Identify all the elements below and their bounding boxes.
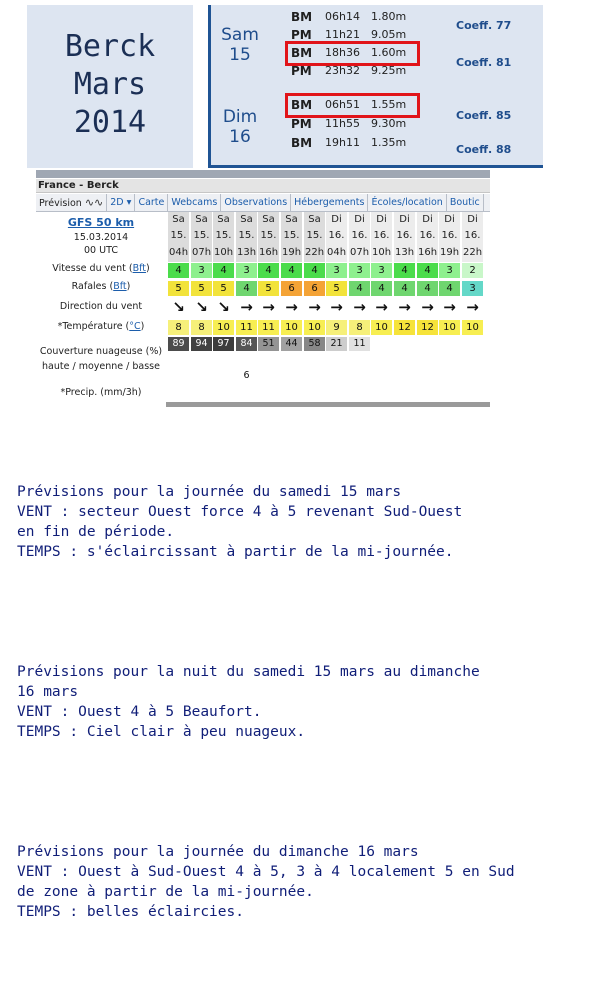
cloud-layers-label: haute / moyenne / basse xyxy=(42,361,160,372)
tide-time: 06h14 xyxy=(325,10,360,23)
hour-label: 22h xyxy=(304,247,325,258)
date-label: 16. xyxy=(419,230,436,241)
day-label: Di xyxy=(444,214,455,225)
tide-height: 1.35m xyxy=(371,136,407,149)
gust-cell: 4 xyxy=(439,281,460,296)
wind-speed-cell: 4 xyxy=(394,263,415,278)
wind-direction-arrow-icon: → xyxy=(421,298,434,316)
tab-label: Prévision xyxy=(39,198,82,209)
hour-label: 16h xyxy=(258,247,279,258)
date-label: 16. xyxy=(441,230,458,241)
wind-direction-arrow-icon: → xyxy=(308,298,321,316)
title-location: Berck xyxy=(64,29,156,64)
cloud-high-cell: 51 xyxy=(258,337,279,351)
model-run-time: 00 UTC xyxy=(84,245,118,256)
tab-label: 2D xyxy=(110,197,124,208)
tab-boutique[interactable]: Boutic xyxy=(447,194,484,211)
wind-direction-arrow-icon: → xyxy=(466,298,479,316)
cloud-mid-cell xyxy=(326,369,347,383)
hour-label: 07h xyxy=(191,247,212,258)
temperature-cell: 10 xyxy=(462,320,483,335)
date-label: 16. xyxy=(328,230,345,241)
wind-direction-arrow-icon: → xyxy=(330,298,343,316)
date-label: 15. xyxy=(260,230,277,241)
title-box xyxy=(27,5,193,168)
wind-direction-arrow-icon: → xyxy=(375,298,388,316)
cloud-high-cell: 97 xyxy=(213,337,234,351)
wind-direction-arrow-icon: ↘ xyxy=(217,298,230,316)
cloud-high-cell: 21 xyxy=(326,337,347,351)
wind-speed-cell: 3 xyxy=(439,263,460,278)
tide-time: 23h32 xyxy=(325,64,360,77)
hour-label: 16h xyxy=(417,247,438,258)
hour-label: 04h xyxy=(168,247,189,258)
forecast-location: France - Berck xyxy=(36,179,490,193)
text-line: VENT : Ouest 4 à 5 Beaufort. xyxy=(17,704,262,720)
tide-time: 19h11 xyxy=(325,136,360,149)
hour-label: 04h xyxy=(326,247,347,258)
chevron-down-icon: ▾ xyxy=(126,197,132,208)
temperature-unit-link[interactable]: °C xyxy=(129,321,141,332)
tide-day-name: Sam xyxy=(221,25,259,45)
hour-label: 19h xyxy=(281,247,302,258)
model-date: 15.03.2014 xyxy=(73,232,129,243)
tide-type: BM xyxy=(291,136,313,150)
temperature-cell: 12 xyxy=(417,320,438,335)
cloud-mid-cell xyxy=(462,369,483,383)
gusts-label xyxy=(36,281,166,292)
text-line: TEMPS : belles éclaircies. xyxy=(17,904,244,920)
day-label: Di xyxy=(376,214,387,225)
date-label: 15. xyxy=(215,230,232,241)
temperature-cell: 10 xyxy=(281,320,302,335)
cloud-high-cell: 11 xyxy=(349,337,370,351)
cloud-mid-cell xyxy=(168,369,189,383)
text-line: TEMPS : Ciel clair à peu nuageux. xyxy=(17,724,306,740)
tab-hebergements[interactable]: Hébergements xyxy=(291,194,368,211)
highlight-box xyxy=(285,41,420,66)
tide-height: 9.30m xyxy=(371,117,407,130)
day-label: Sa xyxy=(240,214,253,225)
tab-carte[interactable]: Carte xyxy=(135,194,168,211)
forecast-paragraph xyxy=(17,442,592,602)
temperature-cell: 10 xyxy=(213,320,234,335)
wind-direction-arrow-icon: → xyxy=(443,298,456,316)
model-name-link[interactable]: GFS 50 km xyxy=(67,216,135,229)
day-label: Sa xyxy=(308,214,321,225)
cloud-mid-cell xyxy=(304,369,325,383)
date-label: 16. xyxy=(396,230,413,241)
wind-speed-cell: 4 xyxy=(168,263,189,278)
tab-2d[interactable] xyxy=(107,194,135,211)
wind-direction-arrow-icon: → xyxy=(398,298,411,316)
wind-speed-cell: 3 xyxy=(326,263,347,278)
day-label: Di xyxy=(422,214,433,225)
temperature-cell: 11 xyxy=(258,320,279,335)
temperature-cell: 10 xyxy=(371,320,392,335)
label-text: ) xyxy=(145,263,150,274)
gust-cell: 6 xyxy=(281,281,302,296)
day-label: Sa xyxy=(195,214,208,225)
tide-type: BM xyxy=(291,98,313,112)
tide-height: 1.80m xyxy=(371,10,407,23)
label-text: *Température ( xyxy=(57,321,130,332)
cloud-cover-label: Couverture nuageuse (%) xyxy=(39,346,163,357)
cloud-mid-cell xyxy=(394,369,415,383)
tide-height: 9.25m xyxy=(371,64,407,77)
hour-label: 10h xyxy=(213,247,234,258)
forecast-widget xyxy=(36,170,490,407)
label-text: ) xyxy=(126,281,131,292)
model-info xyxy=(36,212,166,262)
wind-speed-cell: 4 xyxy=(417,263,438,278)
cloud-mid-cell xyxy=(371,369,392,383)
tide-day-name: Dim xyxy=(222,107,258,127)
cloud-mid-cell xyxy=(439,369,460,383)
tide-type: BM xyxy=(291,10,313,24)
precipitation-label: *Precip. (mm/3h) xyxy=(60,387,142,398)
label-text: ) xyxy=(140,321,145,332)
gust-cell: 6 xyxy=(304,281,325,296)
gust-cell: 5 xyxy=(213,281,234,296)
text-line: de zone à partir de la mi-journée. xyxy=(17,884,314,900)
tide-coefficient: Coeff. 85 xyxy=(456,109,512,122)
wind-direction-arrow-icon: → xyxy=(262,298,275,316)
hour-label: 19h xyxy=(439,247,460,258)
wind-speed-cell: 3 xyxy=(191,263,212,278)
wind-direction-arrow-icon: → xyxy=(353,298,366,316)
wind-direction-arrow-icon: ↘ xyxy=(195,298,208,316)
day-label: Sa xyxy=(217,214,230,225)
forecast-paragraph xyxy=(17,802,592,962)
cloud-high-cell: 44 xyxy=(281,337,302,351)
cloud-mid-cell xyxy=(191,369,212,383)
wave-icon: ∿∿ xyxy=(84,196,104,209)
cloud-high-cell xyxy=(394,337,415,351)
cloud-high-cell: 58 xyxy=(304,337,325,351)
hour-label: 10h xyxy=(371,247,392,258)
gust-cell: 5 xyxy=(168,281,189,296)
text-line: Prévisions pour la nuit du samedi 15 mars au dimanche xyxy=(17,664,480,680)
title-year: 2014 xyxy=(73,105,147,140)
temperature-cell: 10 xyxy=(304,320,325,335)
gust-cell: 4 xyxy=(417,281,438,296)
gust-cell: 5 xyxy=(258,281,279,296)
day-label: Di xyxy=(467,214,478,225)
wind-speed-cell: 4 xyxy=(304,263,325,278)
tide-height: 9.05m xyxy=(371,28,407,41)
temperature-cell: 8 xyxy=(168,320,189,335)
wind-speed-cell: 3 xyxy=(349,263,370,278)
cloud-mid-cell xyxy=(281,369,302,383)
cloud-mid-cell xyxy=(213,369,234,383)
cloud-mid-cell xyxy=(258,369,279,383)
text-line: Prévisions pour la journée du dimanche 16 mars xyxy=(17,844,419,860)
tide-height: 1.55m xyxy=(371,98,407,111)
text-line: TEMPS : s'éclaircissant à partir de la mi-journée. xyxy=(17,544,454,560)
tide-type: PM xyxy=(291,64,312,78)
day-label: Sa xyxy=(262,214,275,225)
wind-direction-arrow-icon: → xyxy=(240,298,253,316)
title-month: Mars xyxy=(73,67,147,102)
cloud-mid-cell xyxy=(417,369,438,383)
gust-cell: 4 xyxy=(371,281,392,296)
tab-prevision[interactable] xyxy=(36,194,107,211)
tide-table xyxy=(208,5,543,168)
wind-speed-cell: 4 xyxy=(281,263,302,278)
date-label: 15. xyxy=(283,230,300,241)
date-label: 16. xyxy=(373,230,390,241)
temperature-cell: 12 xyxy=(394,320,415,335)
date-label: 16. xyxy=(464,230,481,241)
temperature-cell: 8 xyxy=(191,320,212,335)
tide-type: BM xyxy=(291,46,313,60)
text-line: VENT : Ouest à Sud-Ouest 4 à 5, 3 à 4 localement 5 en Sud xyxy=(17,864,515,880)
cloud-high-cell xyxy=(417,337,438,351)
label-text: Rafales ( xyxy=(71,281,114,292)
wind-speed-cell: 4 xyxy=(258,263,279,278)
wind-direction-arrow-icon: ↘ xyxy=(172,298,185,316)
text-line: Prévisions pour la journée du samedi 15 mars xyxy=(17,484,402,500)
cloud-high-cell: 94 xyxy=(191,337,212,351)
text-line: 16 mars xyxy=(17,684,79,700)
tide-time: 06h51 xyxy=(325,98,360,111)
day-label: Sa xyxy=(285,214,298,225)
gust-cell: 5 xyxy=(326,281,347,296)
wind-direction-arrow-icon: → xyxy=(285,298,298,316)
day-label: Di xyxy=(399,214,410,225)
date-label: 16. xyxy=(351,230,368,241)
hour-label: 13h xyxy=(394,247,415,258)
cropped-strip xyxy=(166,402,490,407)
date-label: 15. xyxy=(238,230,255,241)
cloud-high-cell xyxy=(371,337,392,351)
day-label: Di xyxy=(354,214,365,225)
tab-ecoles-location[interactable]: Écoles/location xyxy=(368,194,446,211)
gust-cell: 5 xyxy=(191,281,212,296)
cloud-high-cell: 84 xyxy=(236,337,257,351)
forecast-tabs xyxy=(36,194,490,212)
wind-unit-link[interactable]: Bft xyxy=(132,263,146,274)
cloud-high-cell: 89 xyxy=(168,337,189,351)
tide-time: 18h36 xyxy=(325,46,360,59)
temperature-cell: 10 xyxy=(439,320,460,335)
tide-type: PM xyxy=(291,117,312,131)
tide-day-number: 15 xyxy=(229,45,251,65)
cloud-high-cell xyxy=(439,337,460,351)
gust-cell: 4 xyxy=(236,281,257,296)
day-label: Sa xyxy=(172,214,185,225)
tide-type: PM xyxy=(291,28,312,42)
wind-speed-cell: 2 xyxy=(462,263,483,278)
tide-height: 1.60m xyxy=(371,46,407,59)
gust-cell: 4 xyxy=(394,281,415,296)
date-label: 15. xyxy=(170,230,187,241)
wind-speed-cell: 4 xyxy=(213,263,234,278)
forecast-paragraph xyxy=(17,622,592,782)
cloud-mid-cell: 6 xyxy=(243,370,250,381)
temperature-cell: 9 xyxy=(326,320,347,335)
temperature-label xyxy=(36,321,166,332)
wind-direction-label: Direction du vent xyxy=(59,301,143,312)
cloud-mid-cell xyxy=(349,369,370,383)
tab-webcams[interactable]: Webcams xyxy=(168,194,221,211)
gust-cell: 4 xyxy=(349,281,370,296)
label-text: Vitesse du vent ( xyxy=(52,263,133,274)
hour-label: 22h xyxy=(462,247,483,258)
date-label: 15. xyxy=(306,230,323,241)
wind-speed-cell: 3 xyxy=(236,263,257,278)
hour-label: 13h xyxy=(236,247,257,258)
wind-speed-label xyxy=(36,263,166,274)
hour-label: 07h xyxy=(349,247,370,258)
cloud-high-cell xyxy=(462,337,483,351)
temperature-cell: 11 xyxy=(236,320,257,335)
text-line: VENT : secteur Ouest force 4 à 5 revenant Sud-Ouest xyxy=(17,504,463,520)
gust-cell: 3 xyxy=(462,281,483,296)
tide-time: 11h55 xyxy=(325,117,360,130)
tide-coefficient: Coeff. 81 xyxy=(456,56,512,69)
highlight-box xyxy=(285,93,420,118)
wind-speed-cell: 3 xyxy=(371,263,392,278)
tide-coefficient: Coeff. 77 xyxy=(456,19,512,32)
tide-time: 11h21 xyxy=(325,28,360,41)
text-line: en fin de période. xyxy=(17,524,175,540)
tide-day-number: 16 xyxy=(229,127,251,147)
cropped-strip xyxy=(36,170,490,178)
tab-observations[interactable]: Observations xyxy=(221,194,291,211)
tide-day-sat xyxy=(211,25,269,65)
text-forecast xyxy=(17,442,592,982)
gusts-unit-link[interactable]: Bft xyxy=(113,281,127,292)
date-label: 15. xyxy=(193,230,210,241)
tide-coefficient: Coeff. 88 xyxy=(456,143,512,156)
temperature-cell: 8 xyxy=(349,320,370,335)
tide-day-sun xyxy=(211,107,269,147)
day-label: Di xyxy=(331,214,342,225)
